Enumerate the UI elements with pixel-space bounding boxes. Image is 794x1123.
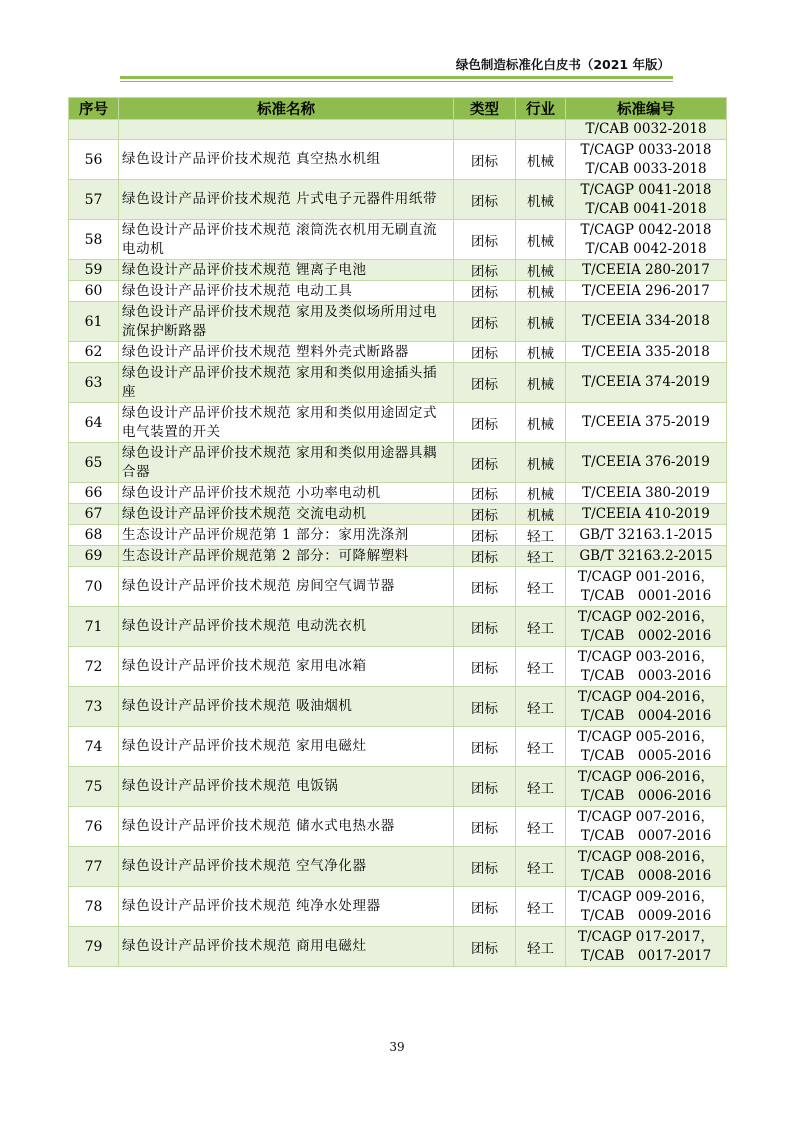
standard-type: 团标 (454, 887, 516, 927)
standard-code-line: T/CAGP 007-2016， (578, 808, 714, 825)
standard-code-line: T/CAGP 0041-2018 (580, 181, 712, 198)
standard-name: 绿色设计产品评价技术规范 塑料外壳式断路器 (119, 342, 454, 363)
standard-code-line: T/CAB 0001-2016 (580, 587, 712, 604)
standard-code-line: T/CAGP 002-2016， (578, 608, 714, 625)
standard-type: 团标 (454, 567, 516, 607)
standard-type (454, 120, 516, 140)
table-row (69, 443, 727, 483)
standard-code (566, 140, 727, 180)
standard-code-line: T/CAB 0003-2016 (580, 667, 712, 684)
column-header-number: 序号 (69, 98, 119, 120)
row-number: 65 (69, 443, 119, 483)
industry: 轻工 (516, 567, 566, 607)
standard-code-line: T/CAGP 001-2016， (578, 568, 714, 585)
table-row (69, 546, 727, 567)
standard-name: 绿色设计产品评价技术规范 锂离子电池 (119, 260, 454, 281)
standard-code (566, 483, 727, 504)
standard-type: 团标 (454, 687, 516, 727)
standard-code (566, 120, 727, 140)
row-number: 67 (69, 504, 119, 525)
row-number: 59 (69, 260, 119, 281)
table-row (69, 687, 727, 727)
header-rule (120, 76, 673, 79)
industry: 轻工 (516, 687, 566, 727)
row-number: 78 (69, 887, 119, 927)
industry: 机械 (516, 302, 566, 342)
running-header-title: 绿色制造标准化白皮书（2021 年版） (455, 57, 670, 72)
standard-name: 绿色设计产品评价技术规范 家用电磁灶 (119, 727, 454, 767)
standard-name: 绿色设计产品评价技术规范 电动工具 (119, 281, 454, 302)
standard-code (566, 807, 727, 847)
industry: 轻工 (516, 767, 566, 807)
table-row (69, 647, 727, 687)
column-header-code: 标准编号 (566, 98, 727, 120)
standard-code (566, 767, 727, 807)
industry: 机械 (516, 342, 566, 363)
industry: 机械 (516, 220, 566, 260)
standard-name: 绿色设计产品评价技术规范 空气净化器 (119, 847, 454, 887)
standard-name (119, 120, 454, 140)
row-number: 69 (69, 546, 119, 567)
industry: 轻工 (516, 546, 566, 567)
standard-code-line: T/CEEIA 335-2018 (582, 343, 710, 360)
standard-name: 绿色设计产品评价技术规范 家用和类似用途固定式电气装置的开关 (119, 403, 454, 443)
table-row (69, 260, 727, 281)
row-number: 61 (69, 302, 119, 342)
standard-code-line: T/CEEIA 374-2019 (582, 374, 710, 390)
row-number: 76 (69, 807, 119, 847)
standard-name: 绿色设计产品评价技术规范 电饭锅 (119, 767, 454, 807)
row-number: 58 (69, 220, 119, 260)
standard-type: 团标 (454, 847, 516, 887)
standard-type: 团标 (454, 767, 516, 807)
standard-code-line: T/CAGP 0033-2018 (580, 141, 712, 158)
standard-name: 绿色设计产品评价技术规范 家用和类似用途插头插座 (119, 363, 454, 403)
standard-type: 团标 (454, 727, 516, 767)
standard-code (566, 887, 727, 927)
standard-code-line: T/CAB 0017-2017 (580, 947, 712, 964)
standard-code (566, 220, 727, 260)
row-number: 70 (69, 567, 119, 607)
standard-code (566, 847, 727, 887)
standard-code (566, 342, 727, 363)
table-body (69, 120, 727, 967)
standard-name: 绿色设计产品评价技术规范 商用电磁灶 (119, 927, 454, 967)
standard-code-line: T/CAB 0004-2016 (580, 707, 712, 724)
standard-code (566, 504, 727, 525)
standard-name: 绿色设计产品评价技术规范 小功率电动机 (119, 483, 454, 504)
standard-type: 团标 (454, 927, 516, 967)
standard-code-line: T/CAGP 009-2016， (578, 888, 714, 905)
standard-code (566, 727, 727, 767)
standard-code-line: T/CAB 0005-2016 (580, 747, 712, 764)
standard-code-line: T/CAB 0002-2016 (580, 627, 712, 644)
standard-code-line: T/CEEIA 334-2018 (582, 313, 710, 329)
row-number: 60 (69, 281, 119, 302)
row-number: 77 (69, 847, 119, 887)
standard-name: 绿色设计产品评价技术规范 交流电动机 (119, 504, 454, 525)
standard-type: 团标 (454, 140, 516, 180)
standard-code (566, 546, 727, 567)
industry: 轻工 (516, 847, 566, 887)
standard-code-line: T/CAB 0042-2018 (585, 240, 707, 257)
industry: 机械 (516, 443, 566, 483)
row-number: 72 (69, 647, 119, 687)
industry: 轻工 (516, 647, 566, 687)
standard-code (566, 281, 727, 302)
row-number: 57 (69, 180, 119, 220)
table-row (69, 847, 727, 887)
standard-type: 团标 (454, 260, 516, 281)
standard-type: 团标 (454, 807, 516, 847)
column-header-name: 标准名称 (119, 98, 454, 120)
standard-name: 绿色设计产品评价技术规范 家用及类似场所用过电流保护断路器 (119, 302, 454, 342)
standard-code (566, 687, 727, 727)
standard-code-line: T/CAB 0008-2016 (580, 867, 712, 884)
row-number: 75 (69, 767, 119, 807)
industry: 机械 (516, 140, 566, 180)
standard-code (566, 927, 727, 967)
row-number (69, 120, 119, 140)
standard-code-line: T/CAB 0033-2018 (585, 160, 707, 177)
standard-code-line: T/CAGP 0042-2018 (580, 221, 712, 238)
table-row (69, 180, 727, 220)
standard-code (566, 647, 727, 687)
table-header-row (69, 98, 727, 120)
standard-type: 团标 (454, 546, 516, 567)
standard-code-line: T/CEEIA 375-2019 (582, 414, 710, 430)
standard-code-line: T/CAGP 017-2017， (578, 928, 714, 945)
standard-code-line: T/CAB 0007-2016 (580, 827, 712, 844)
table-row (69, 887, 727, 927)
industry: 机械 (516, 363, 566, 403)
standard-code-line: T/CEEIA 380-2019 (582, 484, 710, 501)
table-row (69, 525, 727, 546)
column-header-industry: 行业 (516, 98, 566, 120)
standard-name: 绿色设计产品评价技术规范 滚筒洗衣机用无刷直流电动机 (119, 220, 454, 260)
table-row (69, 342, 727, 363)
table-row (69, 403, 727, 443)
standard-code (566, 607, 727, 647)
standard-code-line: T/CAB 0006-2016 (580, 787, 712, 804)
table-row (69, 120, 727, 140)
row-number: 79 (69, 927, 119, 967)
table-row (69, 220, 727, 260)
industry: 机械 (516, 483, 566, 504)
standard-code (566, 443, 727, 483)
industry (516, 120, 566, 140)
standard-type: 团标 (454, 281, 516, 302)
standard-code-line: T/CAB 0009-2016 (580, 907, 712, 924)
standard-code (566, 525, 727, 546)
standard-code-line: T/CAGP 008-2016， (578, 848, 714, 865)
standard-type: 团标 (454, 180, 516, 220)
standard-code (566, 260, 727, 281)
standard-code-line: T/CEEIA 376-2019 (582, 454, 710, 470)
standard-code-line: T/CEEIA 410-2019 (582, 505, 710, 522)
standard-type: 团标 (454, 403, 516, 443)
standard-type: 团标 (454, 220, 516, 260)
industry: 机械 (516, 260, 566, 281)
standard-code-line: T/CAB 0032-2018 (585, 121, 707, 137)
row-number: 63 (69, 363, 119, 403)
standard-type: 团标 (454, 363, 516, 403)
industry: 轻工 (516, 807, 566, 847)
table-row (69, 767, 727, 807)
standard-code (566, 567, 727, 607)
industry: 轻工 (516, 727, 566, 767)
standards-table (68, 97, 727, 967)
standard-name: 生态设计产品评价规范第 2 部分：可降解塑料 (119, 546, 454, 567)
table-row (69, 504, 727, 525)
industry: 机械 (516, 281, 566, 302)
standard-code-line: T/CAGP 004-2016， (578, 688, 714, 705)
table-row (69, 483, 727, 504)
standard-name: 绿色设计产品评价技术规范 纯净水处理器 (119, 887, 454, 927)
row-number: 74 (69, 727, 119, 767)
table-row (69, 727, 727, 767)
standard-name: 绿色设计产品评价技术规范 吸油烟机 (119, 687, 454, 727)
standard-code-line: T/CAGP 006-2016， (578, 768, 714, 785)
table-row (69, 281, 727, 302)
standard-name: 绿色设计产品评价技术规范 片式电子元器件用纸带 (119, 180, 454, 220)
standard-code-line: T/CAGP 003-2016， (578, 648, 714, 665)
table-row (69, 302, 727, 342)
standard-code-line: T/CAGP 005-2016， (578, 728, 714, 745)
table-row (69, 363, 727, 403)
standard-name: 绿色设计产品评价技术规范 真空热水机组 (119, 140, 454, 180)
row-number: 73 (69, 687, 119, 727)
standard-type: 团标 (454, 647, 516, 687)
table-row (69, 807, 727, 847)
standard-type: 团标 (454, 607, 516, 647)
standard-name: 绿色设计产品评价技术规范 房间空气调节器 (119, 567, 454, 607)
standard-code (566, 302, 727, 342)
row-number: 68 (69, 525, 119, 546)
standard-name: 绿色设计产品评价技术规范 电动洗衣机 (119, 607, 454, 647)
row-number: 62 (69, 342, 119, 363)
standard-type: 团标 (454, 504, 516, 525)
industry: 机械 (516, 180, 566, 220)
standard-name: 绿色设计产品评价技术规范 家用和类似用途器具耦合器 (119, 443, 454, 483)
industry: 机械 (516, 504, 566, 525)
standard-code-line: T/CAB 0041-2018 (585, 200, 707, 217)
standard-code-line: GB/T 32163.1-2015 (579, 526, 713, 543)
standard-name: 绿色设计产品评价技术规范 家用电冰箱 (119, 647, 454, 687)
standard-type: 团标 (454, 302, 516, 342)
standard-name: 绿色设计产品评价技术规范 储水式电热水器 (119, 807, 454, 847)
row-number: 66 (69, 483, 119, 504)
column-header-type: 类型 (454, 98, 516, 120)
standard-name: 生态设计产品评价规范第 1 部分：家用洗涤剂 (119, 525, 454, 546)
table-row (69, 140, 727, 180)
table-row (69, 607, 727, 647)
standard-code-line: T/CEEIA 296-2017 (582, 282, 710, 299)
table-row (69, 927, 727, 967)
standard-type: 团标 (454, 483, 516, 504)
row-number: 56 (69, 140, 119, 180)
standard-type: 团标 (454, 342, 516, 363)
industry: 轻工 (516, 927, 566, 967)
table-row (69, 567, 727, 607)
standard-code-line: T/CEEIA 280-2017 (582, 261, 710, 278)
page-number: 39 (389, 1040, 405, 1054)
standard-code (566, 403, 727, 443)
standard-type: 团标 (454, 443, 516, 483)
standard-code (566, 363, 727, 403)
standard-code-line: GB/T 32163.2-2015 (579, 547, 713, 564)
industry: 轻工 (516, 607, 566, 647)
row-number: 64 (69, 403, 119, 443)
row-number: 71 (69, 607, 119, 647)
industry: 机械 (516, 403, 566, 443)
industry: 轻工 (516, 525, 566, 546)
header-rule-thin (120, 81, 673, 82)
standard-code (566, 180, 727, 220)
industry: 轻工 (516, 887, 566, 927)
standard-type: 团标 (454, 525, 516, 546)
